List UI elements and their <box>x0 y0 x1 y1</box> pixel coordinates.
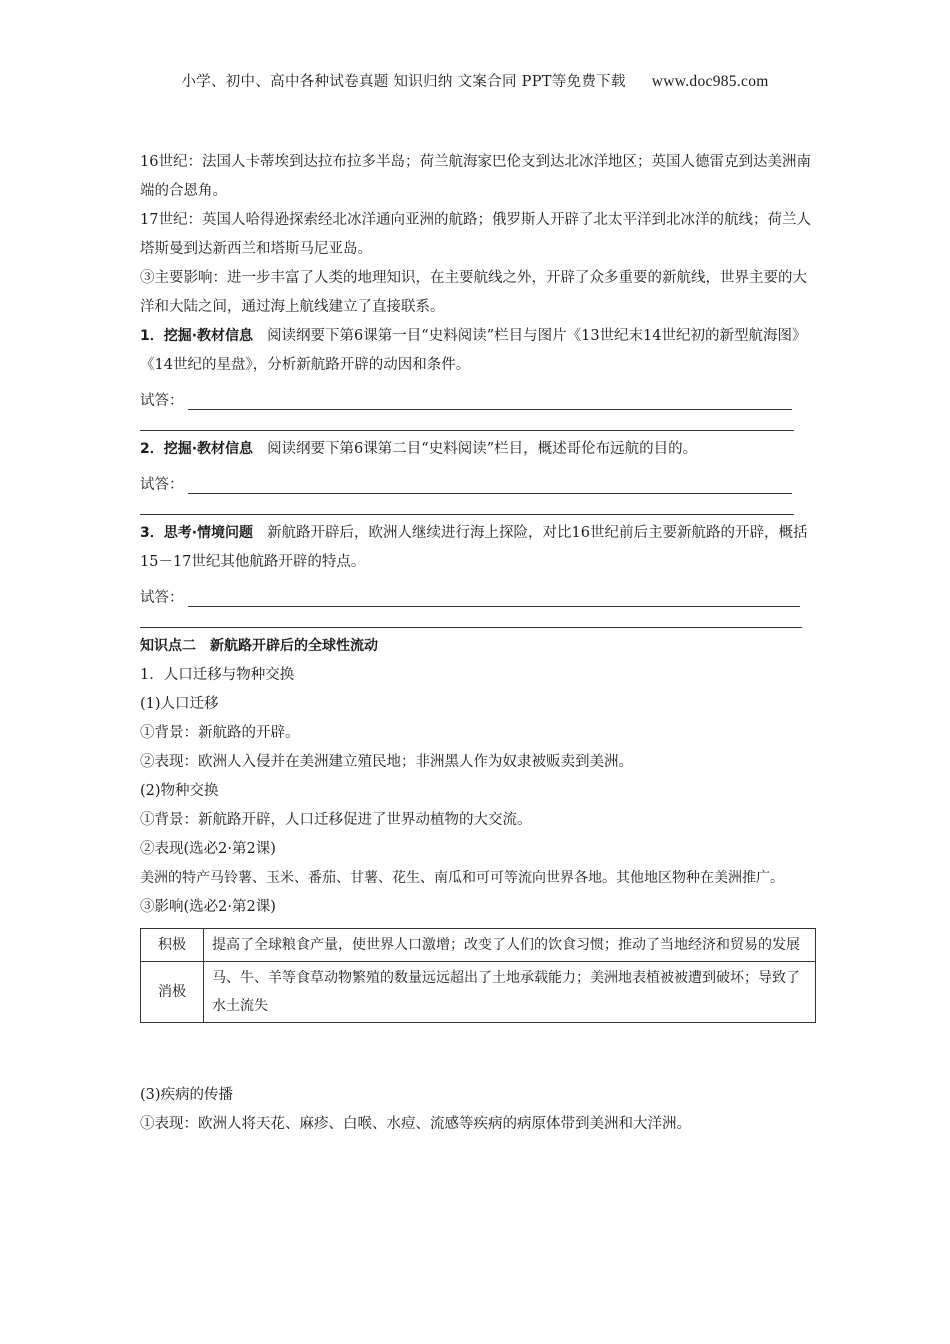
question-2-label: 2．挖掘·教材信息 <box>140 441 254 457</box>
impact-title: ③影响(选必2·第2课) <box>140 899 276 915</box>
page-header <box>0 70 950 91</box>
impact-table <box>140 928 816 1023</box>
answer-3-prefix: 试答： <box>140 590 184 606</box>
line-17th-century: 17世纪：英国人哈得逊探索经北冰洋通向亚洲的航路；俄罗斯人开辟了北太平洋到北冰洋的航线；荷兰人塔斯曼到达新西兰和塔斯马尼亚岛。 <box>140 212 811 257</box>
question-1-text: 阅读纲要下第6课第一目“史料阅读”栏目与图片《13世纪末14世纪初的新型航海图》《14世纪的星盘》，分析新航路开辟的动因和条件。 <box>140 328 807 373</box>
question-2 <box>140 435 812 464</box>
question-3-label: 3．思考·情境问题 <box>140 525 254 541</box>
species-title: (2)物种交换 <box>140 783 219 799</box>
species-manifestation-title: ②表现(选必2·第2课) <box>140 841 276 857</box>
disease-manifestation: ①表现：欧洲人将天花、麻疹、白喉、水痘、流感等疾病的病原体带到美洲和大洋洲。 <box>140 1116 691 1132</box>
answer-1-prefix: 试答： <box>140 393 184 409</box>
positive-label: 积极 <box>141 929 204 962</box>
question-3-text: 新航路开辟后，欧洲人继续进行海上探险，对比16世纪前后主要新航路的开辟，概括15－17世纪其他航路开辟的特点。 <box>140 525 808 570</box>
answer-2-prefix: 试答： <box>140 477 184 493</box>
positive-text: 提高了全球粮食产量，使世界人口激增；改变了人们的饮食习惯；推动了当地经济和贸易的发展 <box>204 929 816 962</box>
answer-1 <box>140 380 812 410</box>
question-2-text: 阅读纲要下第6课第二目“史料阅读”栏目，概述哥伦布远航的目的。 <box>267 441 698 457</box>
section-title: 知识点二 新航路开辟后的全球性流动 <box>140 638 378 654</box>
table-row <box>141 929 816 962</box>
migration-title: (1)人口迁移 <box>140 696 219 712</box>
answer-2 <box>140 464 812 494</box>
answer-3 <box>140 577 812 607</box>
answer-1-line-2[interactable] <box>140 410 794 431</box>
answer-2-line-2[interactable] <box>140 494 794 515</box>
species-background: ①背景：新航路开辟，人口迁移促进了世界动植物的大交流。 <box>140 812 532 828</box>
migration-background: ①背景：新航路的开辟。 <box>140 725 300 741</box>
question-3 <box>140 519 812 577</box>
question-1-label: 1．挖掘·教材信息 <box>140 328 254 344</box>
migration-manifestation: ②表现：欧洲人入侵并在美洲建立殖民地；非洲黑人作为奴隶被贩卖到美洲。 <box>140 754 633 770</box>
species-manifestation-text: 美洲的特产马铃薯、玉米、番茄、甘薯、花生、南瓜和可可等流向世界各地。其他地区物种在美洲推广。 <box>140 870 784 886</box>
line-16th-century: 16世纪：法国人卡蒂埃到达拉布拉多半岛；荷兰航海家巴伦支到达北冰洋地区；英国人德雷克到达美洲南端的合恩角。 <box>140 154 811 199</box>
header-url[interactable]: www.doc985.com <box>651 73 769 90</box>
answer-3-line[interactable] <box>188 588 800 607</box>
answer-1-line[interactable] <box>188 391 792 410</box>
subsection-1: 1．人口迁移与物种交换 <box>140 667 295 683</box>
header-text: 小学、初中、高中各种试卷真题 知识归纳 文案合同 PPT等免费下载 <box>181 74 626 90</box>
answer-3-line-2[interactable] <box>140 607 802 628</box>
negative-label: 消极 <box>141 962 204 1023</box>
question-1 <box>140 322 812 380</box>
disease-title: (3)疾病的传播 <box>140 1087 234 1103</box>
answer-2-line[interactable] <box>188 475 792 494</box>
document-body <box>140 148 812 1139</box>
table-row <box>141 962 816 1023</box>
main-influence: ③主要影响：进一步丰富了人类的地理知识，在主要航线之外，开辟了众多重要的新航线，世界主要的大洋和大陆之间，通过海上航线建立了直接联系。 <box>140 270 807 315</box>
spacer <box>140 1023 812 1081</box>
negative-text: 马、牛、羊等食草动物繁殖的数量远远超出了土地承载能力；美洲地表植被被遭到破坏；导致了水土流失 <box>204 962 816 1023</box>
